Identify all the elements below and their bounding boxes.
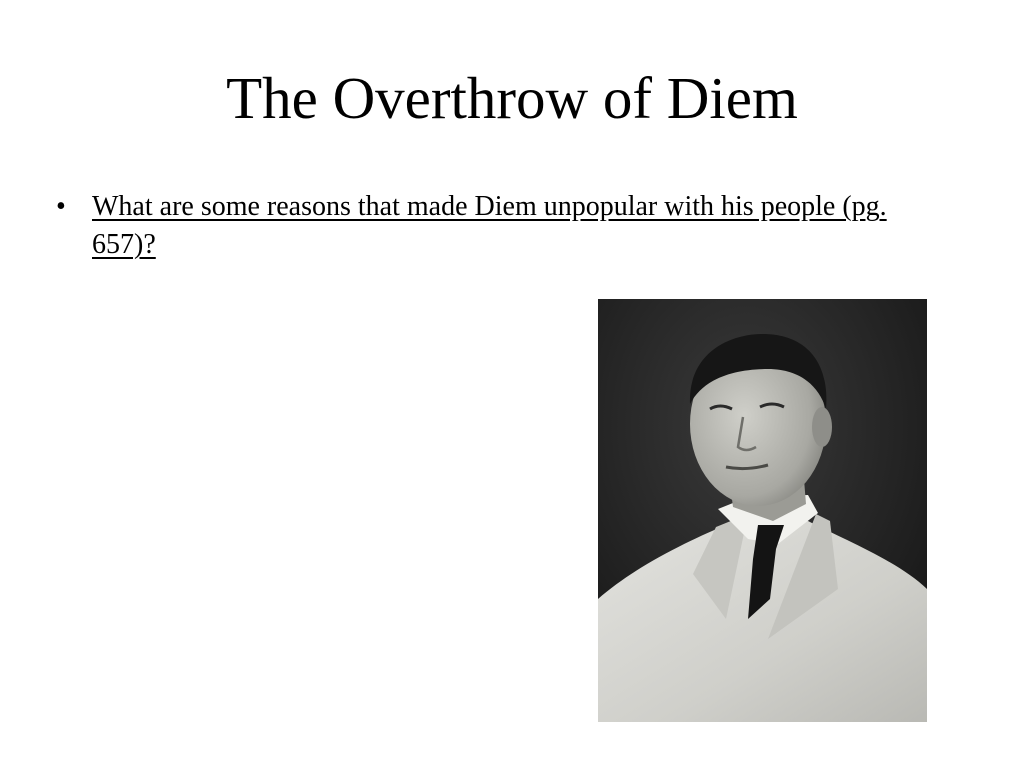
bullet-item [50, 188, 930, 264]
portrait-photo-icon [598, 299, 927, 722]
ear [812, 407, 832, 447]
portrait-photo [598, 299, 927, 722]
bullet-list [50, 188, 930, 264]
bullet-question-link[interactable]: What are some reasons that made Diem unpopular with his people (pg. 657)? [92, 191, 887, 260]
bullet-marker: • [56, 191, 66, 222]
slide-title: The Overthrow of Diem [226, 65, 798, 131]
